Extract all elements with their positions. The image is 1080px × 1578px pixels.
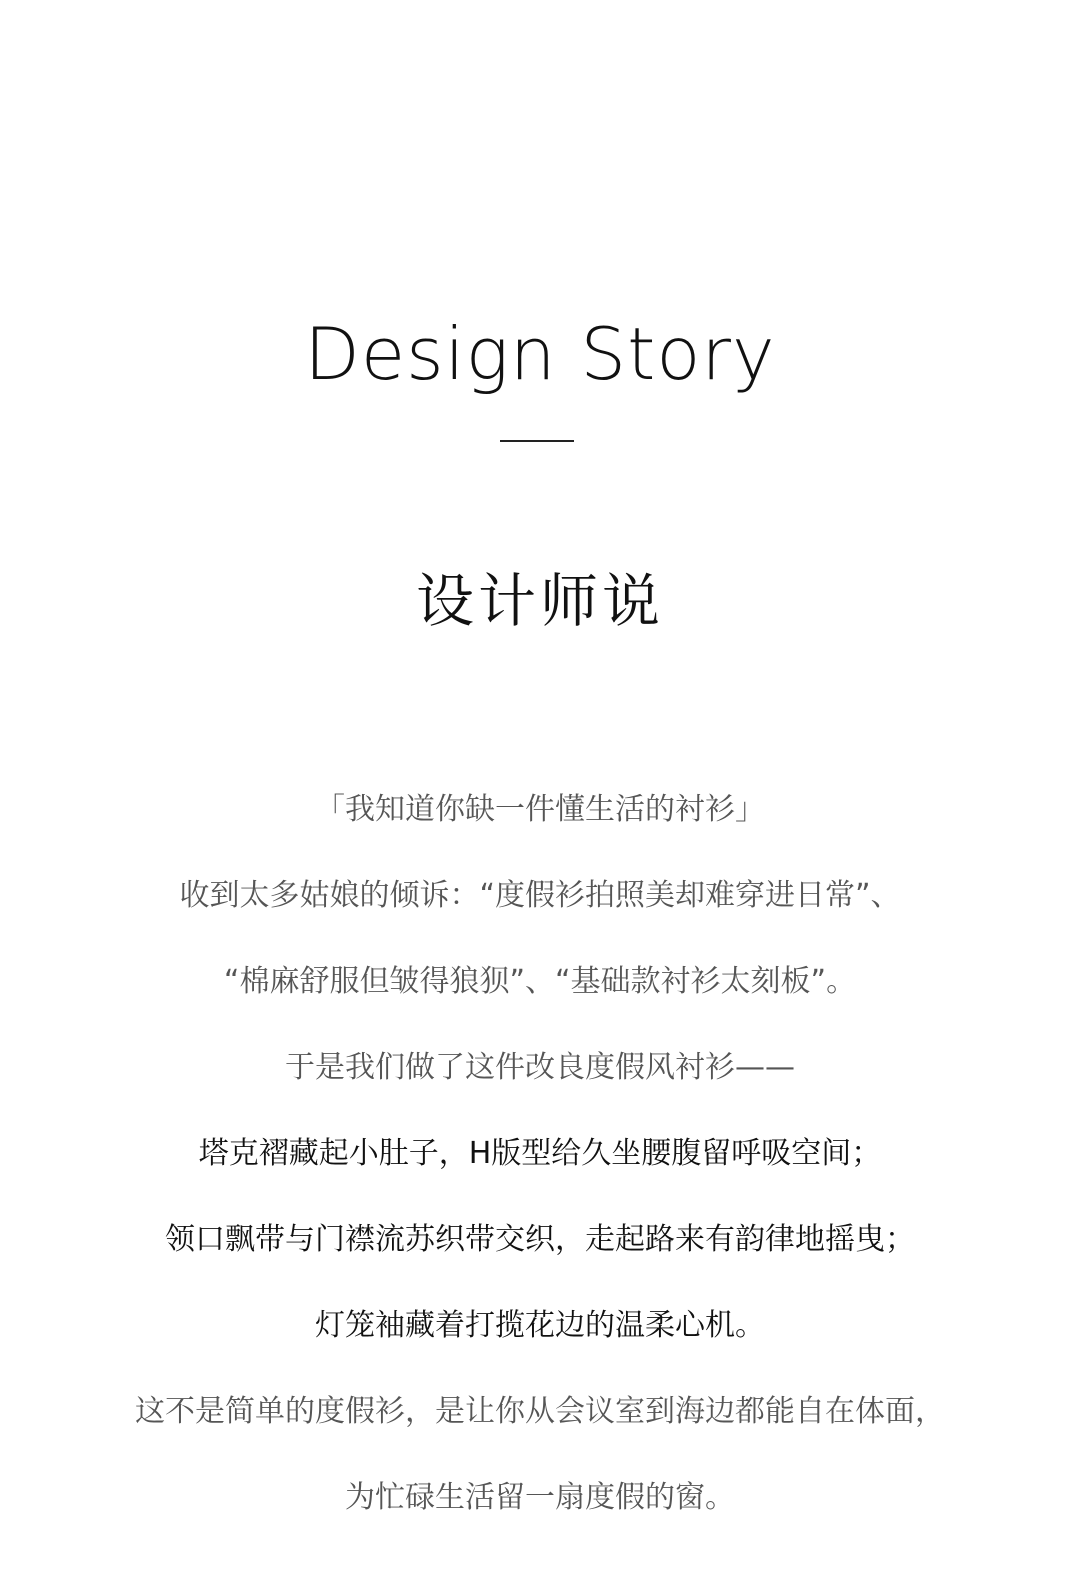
story-line: 塔克褶藏起小肚子，H版型给久坐腰腹留呼吸空间；	[198, 1136, 882, 1171]
story-line: “棉麻舒服但皱得狼狈”、“基础款衬衫太刻板”。	[223, 964, 857, 999]
title-divider	[500, 440, 574, 442]
story-text	[0, 785, 1080, 1559]
english-title: Design Story	[304, 312, 776, 396]
story-line: 「我知道你缺一件懂生活的衬衫」	[315, 792, 765, 827]
story-line: 为忙碌生活留一扇度假的窗。	[345, 1480, 735, 1515]
story-line: 收到太多姑娘的倾诉：“度假衫拍照美却难穿进日常”、	[179, 878, 901, 913]
story-line: 这不是简单的度假衫，是让你从会议室到海边都能自在体面，	[135, 1394, 945, 1429]
story-line: 领口飘带与门襟流苏织带交织，走起路来有韵律地摇曳；	[165, 1222, 915, 1257]
chinese-title: 设计师说	[415, 567, 664, 635]
story-line: 灯笼袖藏着打揽花边的温柔心机。	[315, 1308, 765, 1343]
story-line: 于是我们做了这件改良度假风衬衫——	[285, 1050, 795, 1085]
